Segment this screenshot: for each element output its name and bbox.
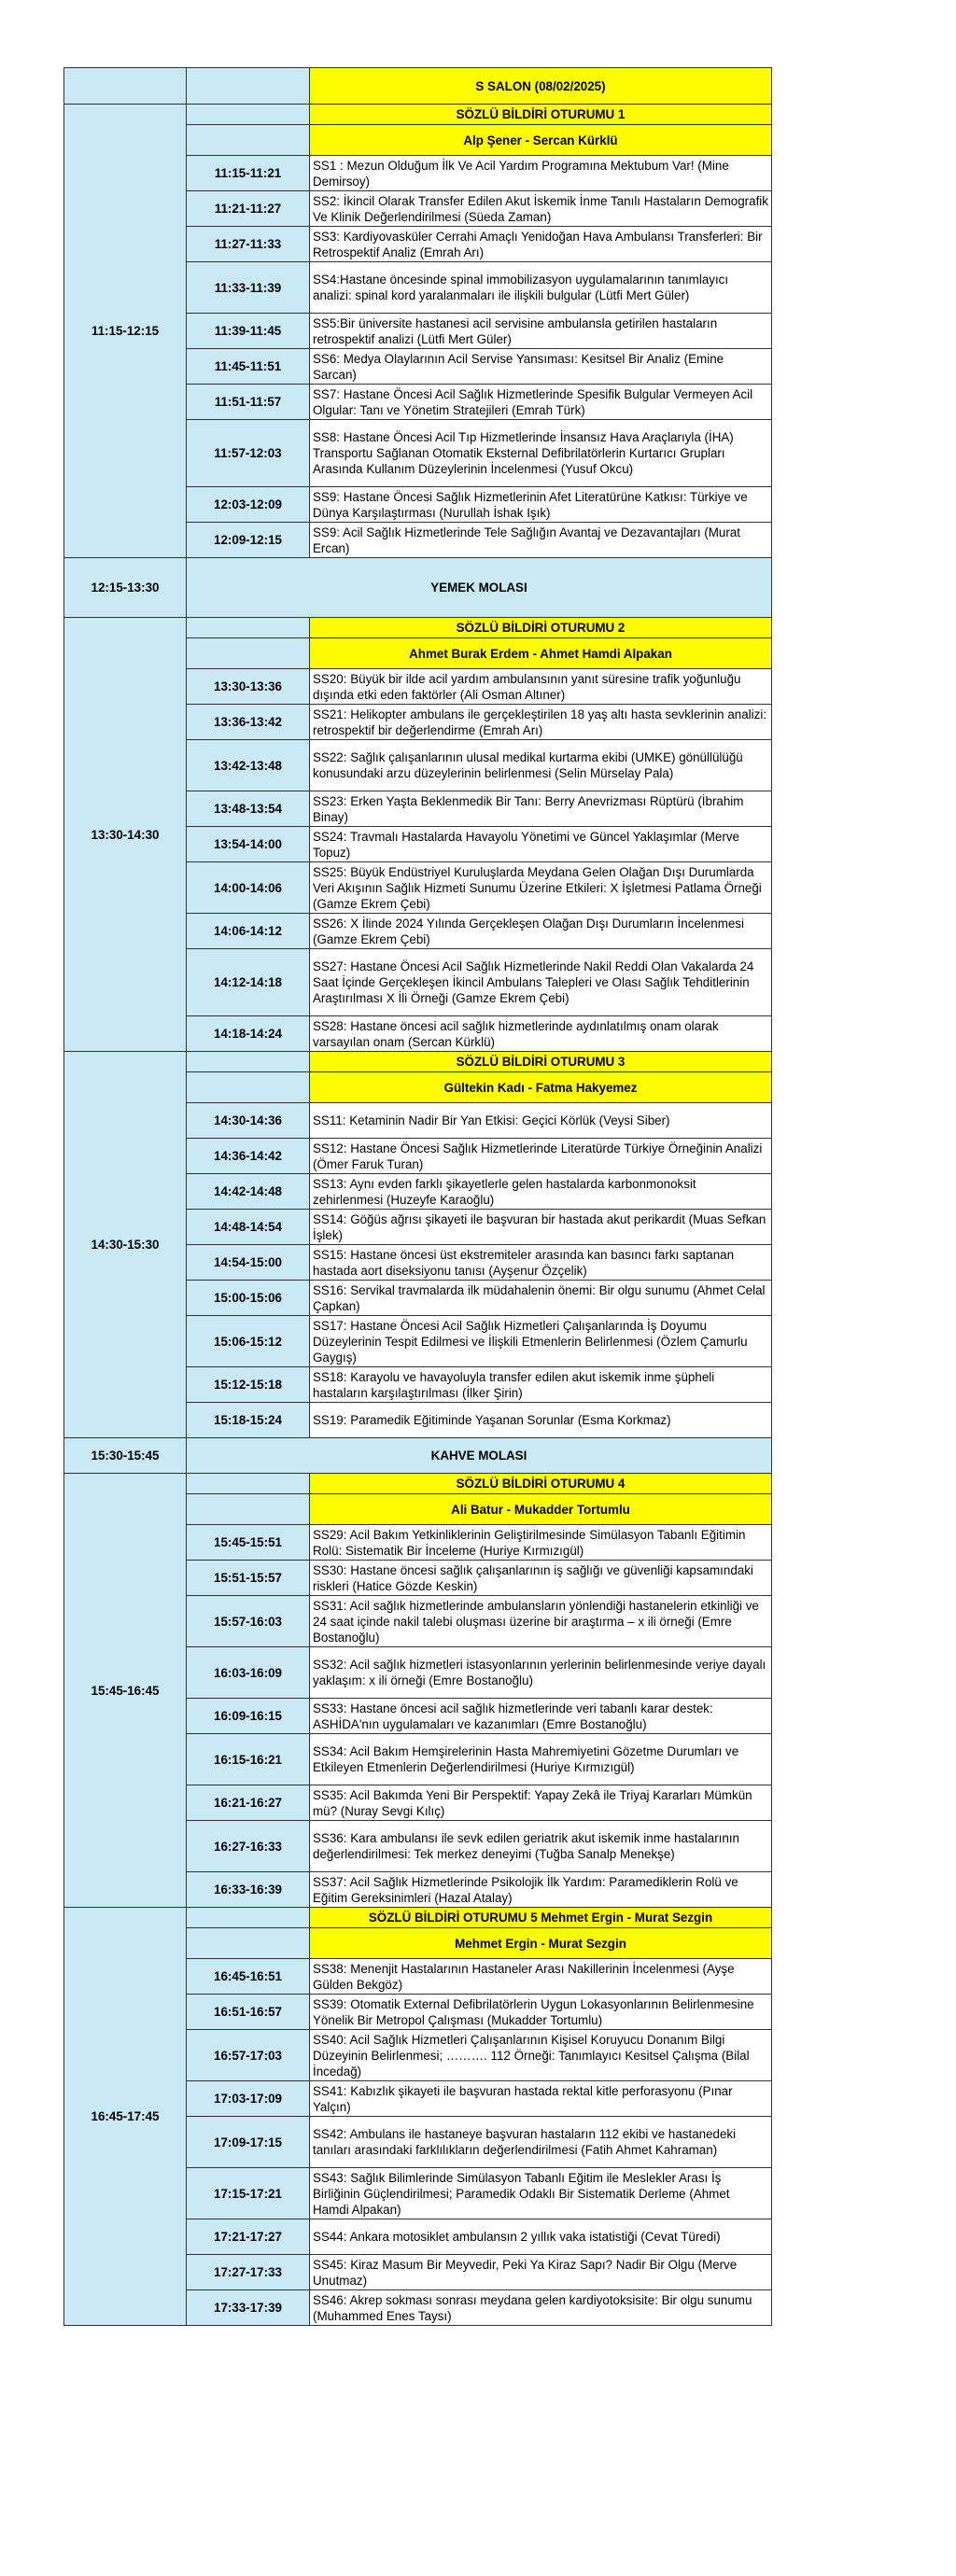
session-title: SÖZLÜ BİLDİRİ OTURUMU 2 xyxy=(310,618,772,638)
talk-title: SS30: Hastane öncesi sağlık çalışanlarının iş sağlığı ve güvenliği kapsamındaki riskleri (Hatice Gözde Keskin) xyxy=(310,1561,772,1596)
talk-title: SS13: Aynı evden farklı şikayetlerle gelen hastalarda karbonmonoksit zehirlenmesi (Huzeyfe Karaoğlu) xyxy=(310,1174,772,1210)
talk-time: 11:21-11:27 xyxy=(187,191,310,227)
talk-title: SS23: Erken Yaşta Beklenmedik Bir Tanı: Berry Anevrizması Rüptürü (İbrahim Binay) xyxy=(310,791,772,827)
talk-time: 14:54-15:00 xyxy=(187,1245,310,1281)
blank-cell xyxy=(187,1052,310,1072)
session-time-block: 15:45-16:45 xyxy=(64,1474,187,1908)
talk-title: SS33: Hastane öncesi acil sağlık hizmetlerinde veri tabanlı karar destek: ASHİDA'nın uygulamaları ve kazanımları (Emre Bostanoğlu) xyxy=(310,1699,772,1734)
talk-time: 15:12-15:18 xyxy=(187,1367,310,1403)
session-chairs: Mehmet Ergin - Murat Sezgin xyxy=(310,1928,772,1959)
talk-time: 14:42-14:48 xyxy=(187,1174,310,1210)
talk-title: SS29: Acil Bakım Yetkinliklerinin Geliştirilmesinde Simülasyon Tabanlı Eğitimin Rolü: Sistematik Bir İnceleme (Huriye Kırmızıgül) xyxy=(310,1525,772,1561)
talk-time: 13:48-13:54 xyxy=(187,791,310,827)
header-row xyxy=(64,68,772,105)
talk-time: 13:54-14:00 xyxy=(187,827,310,862)
talk-title: SS8: Hastane Öncesi Acil Tıp Hizmetlerinde İnsansız Hava Araçlarıyla (İHA) Transportu Sağlanan Otomatik Eksternal Defibrilatörlerin Kurtarıcı Grupları Arasında Kullanım Düzeylerinin İncelenmesi (Yusuf Okcu) xyxy=(310,420,772,487)
blank-cell xyxy=(187,105,310,125)
session-title-row xyxy=(64,1052,772,1072)
talk-title: SS26: X İlinde 2024 Yılında Gerçekleşen Olağan Dışı Durumların İncelenmesi (Gamze Ekrem Çebi) xyxy=(310,914,772,949)
break-title: YEMEK MOLASI xyxy=(187,558,772,618)
talk-time: 15:06-15:12 xyxy=(187,1316,310,1367)
talk-time: 16:45-16:51 xyxy=(187,1959,310,1995)
schedule-table xyxy=(63,67,772,2326)
talk-title: SS22: Sağlık çalışanlarının ulusal medikal kurtarma ekibi (UMKE) gönüllülüğü konusundaki arzu düzeylerinin belirlenmesi (Selin Mürselay Pala) xyxy=(310,740,772,791)
talk-time: 11:27-11:33 xyxy=(187,227,310,262)
talk-title: SS38: Menenjit Hastalarının Hastaneler Arası Nakillerinin İncelenmesi (Ayşe Gülden Bekgöz) xyxy=(310,1959,772,1995)
session-time-block: 11:15-12:15 xyxy=(64,105,187,558)
talk-time: 16:15-16:21 xyxy=(187,1734,310,1785)
break-time: 12:15-13:30 xyxy=(64,558,187,618)
blank-cell xyxy=(187,68,310,105)
blank-cell xyxy=(187,1494,310,1525)
break-title: KAHVE MOLASI xyxy=(187,1438,772,1474)
session-title: SÖZLÜ BİLDİRİ OTURUMU 3 xyxy=(310,1052,772,1072)
talk-title: SS25: Büyük Endüstriyel Kuruluşlarda Meydana Gelen Olağan Dışı Durumlarda Veri Akışının Sağlık Hizmeti Sunumu Üzerine Etkileri: X İşletmesi Patlama Örneği (Gamze Ekrem Çebi) xyxy=(310,862,772,914)
talk-time: 17:09-17:15 xyxy=(187,2117,310,2168)
talk-title: SS36: Kara ambulansı ile sevk edilen geriatrik akut iskemik inme hastalarının değerlendirilmesi: Tek merkez deneyimi (Tuğba Sanalp Menekşe) xyxy=(310,1821,772,1872)
talk-title: SS39: Otomatik External Defibrilatörlerin Uygun Lokasyonlarının Belirlenmesine Yönelik Bir Metropol Çalışması (Mukadder Tortumlu) xyxy=(310,1995,772,2030)
talk-title: SS2: İkincil Olarak Transfer Edilen Akut İskemik İnme Tanılı Hastaların Demografik Ve Klinik Değerlendirilmesi (Süeda Zaman) xyxy=(310,191,772,227)
talk-time: 13:30-13:36 xyxy=(187,669,310,705)
blank-cell xyxy=(187,1908,310,1928)
talk-title: SS1 : Mezun Olduğum İlk Ve Acil Yardım Programına Mektubum Var! (Mine Demirsoy) xyxy=(310,156,772,191)
talk-time: 14:36-14:42 xyxy=(187,1139,310,1174)
session-title: SÖZLÜ BİLDİRİ OTURUMU 5 Mehmet Ergin - Murat Sezgin xyxy=(310,1908,772,1928)
session-title: SÖZLÜ BİLDİRİ OTURUMU 1 xyxy=(310,105,772,125)
talk-title: SS9: Acil Sağlık Hizmetlerinde Tele Sağlığın Avantaj ve Dezavantajları (Murat Ercan) xyxy=(310,523,772,558)
talk-time: 14:48-14:54 xyxy=(187,1210,310,1245)
talk-title: SS6: Medya Olaylarının Acil Servise Yansıması: Kesitsel Bir Analiz (Emine Sarcan) xyxy=(310,349,772,385)
talk-title: SS45: Kiraz Masum Bir Meyvedir, Peki Ya Kiraz Sapı? Nadir Bir Olgu (Merve Unutmaz) xyxy=(310,2255,772,2290)
blank-cell xyxy=(187,1072,310,1103)
talk-time: 11:57-12:03 xyxy=(187,420,310,487)
talk-time: 16:57-17:03 xyxy=(187,2030,310,2081)
break-time: 15:30-15:45 xyxy=(64,1438,187,1474)
talk-title: SS4:Hastane öncesinde spinal immobilizasyon uygulamalarının tanımlayıcı analizi: spinal kord yaralanmaları ile ilişkili bulgular (Lütfi Mert Güler) xyxy=(310,262,772,314)
blank-cell xyxy=(187,1928,310,1959)
talk-title: SS37: Acil Sağlık Hizmetlerinde Psikolojik İlk Yardım: Paramediklerin Rolü ve Eğitim Gereksinimleri (Hazal Atalay) xyxy=(310,1872,772,1908)
talk-time: 16:09-16:15 xyxy=(187,1699,310,1734)
talk-time: 17:27-17:33 xyxy=(187,2255,310,2290)
session-chairs: Ali Batur - Mukadder Tortumlu xyxy=(310,1494,772,1525)
talk-time: 11:33-11:39 xyxy=(187,262,310,314)
talk-title: SS42: Ambulans ile hastaneye başvuran hastaların 112 ekibi ve hastanedeki tanıları arasındaki farklılıkların değerlendirilmesi (Fatih Ahmet Kahraman) xyxy=(310,2117,772,2168)
talk-time: 15:00-15:06 xyxy=(187,1281,310,1316)
session-time-block: 13:30-14:30 xyxy=(64,618,187,1052)
talk-title: SS35: Acil Bakımda Yeni Bir Perspektif: Yapay Zekâ ile Triyaj Kararları Mümkün mü? (Nuray Sevgi Kılıç) xyxy=(310,1785,772,1821)
talk-time: 16:33-16:39 xyxy=(187,1872,310,1908)
talk-time: 11:39-11:45 xyxy=(187,314,310,349)
talk-time: 14:30-14:36 xyxy=(187,1103,310,1139)
talk-title: SS43: Sağlık Bilimlerinde Simülasyon Tabanlı Eğitim ile Meslekler Arası İş Birliğinin Güçlendirilmesi; Paramedik Odaklı Bir Sistematik Derleme (Ahmet Hamdi Alpakan) xyxy=(310,2168,772,2219)
talk-time: 14:12-14:18 xyxy=(187,949,310,1016)
talk-time: 14:06-14:12 xyxy=(187,914,310,949)
talk-time: 12:03-12:09 xyxy=(187,487,310,523)
talk-time: 17:03-17:09 xyxy=(187,2081,310,2117)
talk-title: SS17: Hastane Öncesi Acil Sağlık Hizmetleri Çalışanlarında İş Doyumu Düzeylerinin Tespit Edilmesi ve İlişkili Etmenlerin Belirlenmesi (Özlem Çamurlu Gaygış) xyxy=(310,1316,772,1367)
talk-title: SS27: Hastane Öncesi Acil Sağlık Hizmetlerinde Nakil Reddi Olan Vakalarda 24 Saat İçinde Gerçekleşen İkincil Ambulans Talepleri ve Olası Sağlık Tehditlerinin Araştırılması X İli Örneği (Gamze Ekrem Çebi) xyxy=(310,949,772,1016)
session-title-row xyxy=(64,105,772,125)
talk-time: 13:36-13:42 xyxy=(187,705,310,740)
session-chairs: Gültekin Kadı - Fatma Hakyemez xyxy=(310,1072,772,1103)
talk-title: SS41: Kabızlık şikayeti ile başvuran hastada rektal kitle perforasyonu (Pınar Yalçın) xyxy=(310,2081,772,2117)
blank-cell xyxy=(187,618,310,638)
talk-title: SS28: Hastane öncesi acil sağlık hizmetlerinde aydınlatılmış onam olarak varsayılan onam (Sercan Kürklü) xyxy=(310,1016,772,1052)
talk-title: SS24: Travmalı Hastalarda Havayolu Yönetimi ve Güncel Yaklaşımlar (Merve Topuz) xyxy=(310,827,772,862)
session-title-row xyxy=(64,1474,772,1494)
talk-title: SS5:Bir üniversite hastanesi acil servisine ambulansla getirilen hastaların retrospektif analizi (Lütfi Mert Güler) xyxy=(310,314,772,349)
talk-time: 16:51-16:57 xyxy=(187,1995,310,2030)
talk-time: 11:45-11:51 xyxy=(187,349,310,385)
talk-title: SS12: Hastane Öncesi Sağlık Hizmetlerinde Literatürde Türkiye Örneğinin Analizi (Ömer Faruk Turan) xyxy=(310,1139,772,1174)
talk-title: SS31: Acil sağlık hizmetlerinde ambulansların yönlendiği hastanelerin etkinliği ve 24 saat içinde nakil talebi oluşması üzerine bir araştırma – x ili örneği (Emre Bostanoğlu) xyxy=(310,1596,772,1647)
break-row xyxy=(64,558,772,618)
talk-title: SS3: Kardiyovasküler Cerrahi Amaçlı Yenidoğan Hava Ambulansı Transferleri: Bir Retrospektif Analiz (Emrah Arı) xyxy=(310,227,772,262)
talk-title: SS18: Karayolu ve havayoluyla transfer edilen akut iskemik inme şüpheli hastaların karşılaştırılması (İlker Şirin) xyxy=(310,1367,772,1403)
talk-time: 16:27-16:33 xyxy=(187,1821,310,1872)
talk-title: SS20: Büyük bir ilde acil yardım ambulansının yanıt süresine trafik yoğunluğu dışında etki eden faktörler (Ali Osman Altıner) xyxy=(310,669,772,705)
talk-title: SS46: Akrep sokması sonrası meydana gelen kardiyotoksisite: Bir olgu sunumu (Muhammed Enes Taysı) xyxy=(310,2290,772,2326)
talk-time: 13:42-13:48 xyxy=(187,740,310,791)
talk-time: 15:18-15:24 xyxy=(187,1403,310,1438)
blank-cell xyxy=(187,638,310,669)
talk-time: 12:09-12:15 xyxy=(187,523,310,558)
talk-title: SS34: Acil Bakım Hemşirelerinin Hasta Mahremiyetini Gözetme Durumları ve Etkileyen Etmenlerin Değerlendirilmesi (Huriye Kırmızıgül) xyxy=(310,1734,772,1785)
talk-title: SS32: Acil sağlık hizmetleri istasyonlarının yerlerinin belirlenmesinde veriye dayalı yaklaşım: x ili örneği (Emre Bostanoğlu) xyxy=(310,1647,772,1699)
talk-time: 15:51-15:57 xyxy=(187,1561,310,1596)
blank-cell xyxy=(187,125,310,156)
talk-time: 11:51-11:57 xyxy=(187,385,310,420)
blank-cell xyxy=(187,1474,310,1494)
talk-time: 14:00-14:06 xyxy=(187,862,310,914)
talk-title: SS11: Ketaminin Nadir Bir Yan Etkisi: Geçici Körlük (Veysi Siber) xyxy=(310,1103,772,1139)
talk-title: SS19: Paramedik Eğitiminde Yaşanan Sorunlar (Esma Korkmaz) xyxy=(310,1403,772,1438)
blank-cell xyxy=(64,68,187,105)
talk-time: 15:57-16:03 xyxy=(187,1596,310,1647)
talk-title: SS44: Ankara motosiklet ambulansın 2 yıllık vaka istatistiği (Cevat Türedi) xyxy=(310,2219,772,2255)
talk-title: SS40: Acil Sağlık Hizmetleri Çalışanlarının Kişisel Koruyucu Donanım Bilgi Düzeyinin Belirlenmesi; ………. 112 Örneği: Tanımlayıcı Kesitsel Çalışma (Bilal İncedağ) xyxy=(310,2030,772,2081)
talk-time: 14:18-14:24 xyxy=(187,1016,310,1052)
talk-title: SS7: Hastane Öncesi Acil Sağlık Hizmetlerinde Spesifik Bulgular Vermeyen Acil Olgular: Tanı ve Yönetim Stratejileri (Emrah Türk) xyxy=(310,385,772,420)
talk-title: SS14: Göğüs ağrısı şikayeti ile başvuran bir hastada akut perikardit (Muas Sefkan İşlek) xyxy=(310,1210,772,1245)
session-title: SÖZLÜ BİLDİRİ OTURUMU 4 xyxy=(310,1474,772,1494)
break-row xyxy=(64,1438,772,1474)
talk-time: 17:33-17:39 xyxy=(187,2290,310,2326)
schedule-body xyxy=(64,68,772,2326)
session-chairs: Alp Şener - Sercan Kürklü xyxy=(310,125,772,156)
session-title-row xyxy=(64,618,772,638)
talk-time: 16:03-16:09 xyxy=(187,1647,310,1699)
talk-time: 17:21-17:27 xyxy=(187,2219,310,2255)
talk-title: SS15: Hastane öncesi üst ekstremiteler arasında kan basıncı farkı saptanan hastada aort diseksiyonu tanısı (Ayşenur Özçelik) xyxy=(310,1245,772,1281)
talk-time: 15:45-15:51 xyxy=(187,1525,310,1561)
talk-title: SS16: Servikal travmalarda ilk müdahalenin önemi: Bir olgu sunumu (Ahmet Celal Çapkan) xyxy=(310,1281,772,1316)
talk-title: SS21: Helikopter ambulans ile gerçekleştirilen 18 yaş altı hasta sevklerinin analizi: retrospektif bir değerlendirme (Emrah Arı) xyxy=(310,705,772,740)
talk-time: 16:21-16:27 xyxy=(187,1785,310,1821)
hall-title: S SALON (08/02/2025) xyxy=(310,68,772,105)
session-chairs: Ahmet Burak Erdem - Ahmet Hamdi Alpakan xyxy=(310,638,772,669)
session-time-block: 16:45-17:45 xyxy=(64,1908,187,2326)
session-time-block: 14:30-15:30 xyxy=(64,1052,187,1438)
session-title-row xyxy=(64,1908,772,1928)
talk-time: 17:15-17:21 xyxy=(187,2168,310,2219)
talk-title: SS9: Hastane Öncesi Sağlık Hizmetlerinin Afet Literatürüne Katkısı: Türkiye ve Dünya Karşılaştırması (Nurullah İshak Işık) xyxy=(310,487,772,523)
talk-time: 11:15-11:21 xyxy=(187,156,310,191)
